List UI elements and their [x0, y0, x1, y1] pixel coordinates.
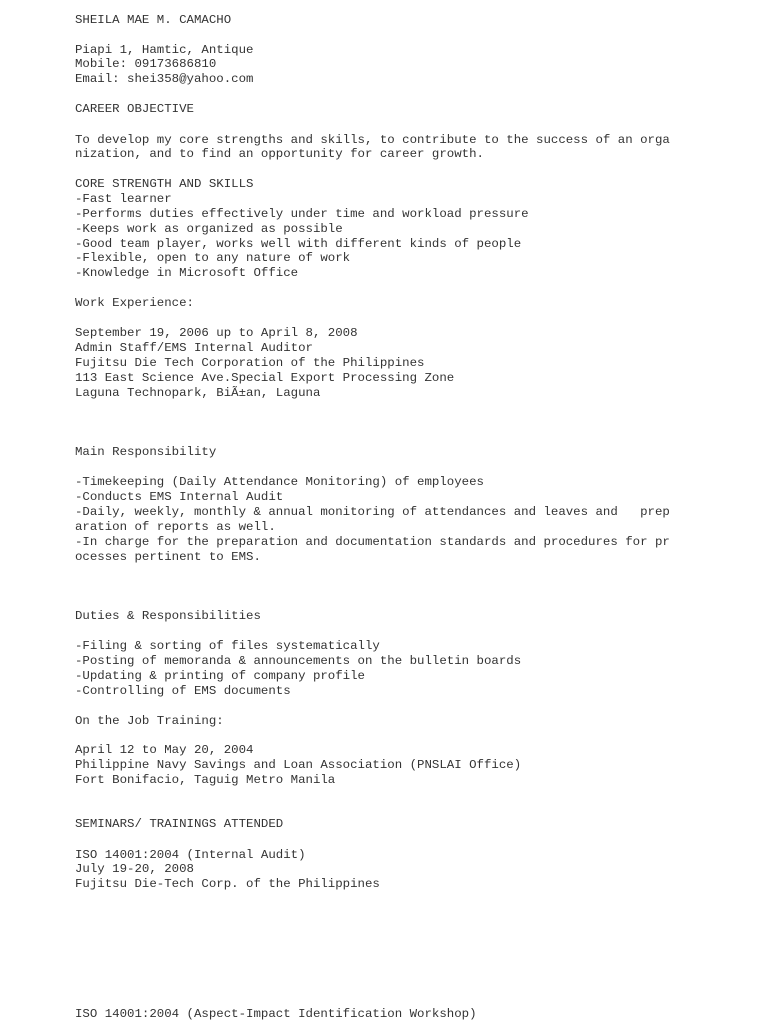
core-skills-heading: CORE STRENGTH AND SKILLS: [75, 177, 254, 191]
responsibility-line: aration of reports as well.: [75, 520, 276, 534]
main-responsibility-heading: Main Responsibility: [75, 445, 217, 459]
skill-item: -Keeps work as organized as possible: [75, 222, 343, 236]
responsibility-line: -Timekeeping (Daily Attendance Monitoring) of employees: [75, 475, 484, 489]
skill-item: -Knowledge in Microsoft Office: [75, 266, 299, 280]
duties-heading: Duties & Responsibilities: [75, 609, 261, 623]
career-objective-heading: CAREER OBJECTIVE: [75, 102, 194, 116]
work-experience-line: Fujitsu Die Tech Corporation of the Philippines: [75, 356, 425, 370]
applicant-name: SHEILA MAE M. CAMACHO: [75, 13, 232, 27]
responsibility-line: -In charge for the preparation and documentation standards and procedures for pr: [75, 535, 670, 549]
seminar-line: ISO 14001:2004 (Aspect-Impact Identification Workshop): [75, 1007, 477, 1021]
work-experience-line: 113 East Science Ave.Special Export Processing Zone: [75, 371, 455, 385]
duty-item: -Filing & sorting of files systematically: [75, 639, 380, 653]
ojt-line: Fort Bonifacio, Taguig Metro Manila: [75, 773, 336, 787]
skill-item: -Flexible, open to any nature of work: [75, 251, 351, 265]
work-experience-line: Laguna Technopark, BiÃ±an, Laguna: [75, 386, 321, 400]
responsibility-line: -Daily, weekly, monthly & annual monitoring of attendances and leaves and prep: [75, 505, 670, 519]
career-objective-line: To develop my core strengths and skills, to contribute to the success of an orga: [75, 133, 670, 147]
seminars-heading: SEMINARS/ TRAININGS ATTENDED: [75, 817, 284, 831]
ojt-line: April 12 to May 20, 2004: [75, 743, 254, 757]
work-experience-line: September 19, 2006 up to April 8, 2008: [75, 326, 358, 340]
ojt-heading: On the Job Training:: [75, 714, 224, 728]
address-line: Piapi 1, Hamtic, Antique: [75, 43, 254, 57]
skill-item: -Performs duties effectively under time and workload pressure: [75, 207, 529, 221]
mobile-line: Mobile: 09173686810: [75, 57, 217, 71]
duty-item: -Updating & printing of company profile: [75, 669, 365, 683]
career-objective-line: nization, and to find an opportunity for career growth.: [75, 147, 484, 161]
skill-item: -Fast learner: [75, 192, 172, 206]
skill-item: -Good team player, works well with different kinds of people: [75, 237, 522, 251]
seminar-line: Fujitsu Die-Tech Corp. of the Philippines: [75, 877, 380, 891]
responsibility-line: ocesses pertinent to EMS.: [75, 550, 261, 564]
responsibility-line: -Conducts EMS Internal Audit: [75, 490, 284, 504]
ojt-line: Philippine Navy Savings and Loan Association (PNSLAI Office): [75, 758, 522, 772]
work-experience-line: Admin Staff/EMS Internal Auditor: [75, 341, 313, 355]
seminar-line: July 19-20, 2008: [75, 862, 194, 876]
duty-item: -Posting of memoranda & announcements on the bulletin boards: [75, 654, 522, 668]
duty-item: -Controlling of EMS documents: [75, 684, 291, 698]
seminar-line: ISO 14001:2004 (Internal Audit): [75, 848, 306, 862]
work-experience-heading: Work Experience:: [75, 296, 194, 310]
email-line: Email: shei358@yahoo.com: [75, 72, 254, 86]
